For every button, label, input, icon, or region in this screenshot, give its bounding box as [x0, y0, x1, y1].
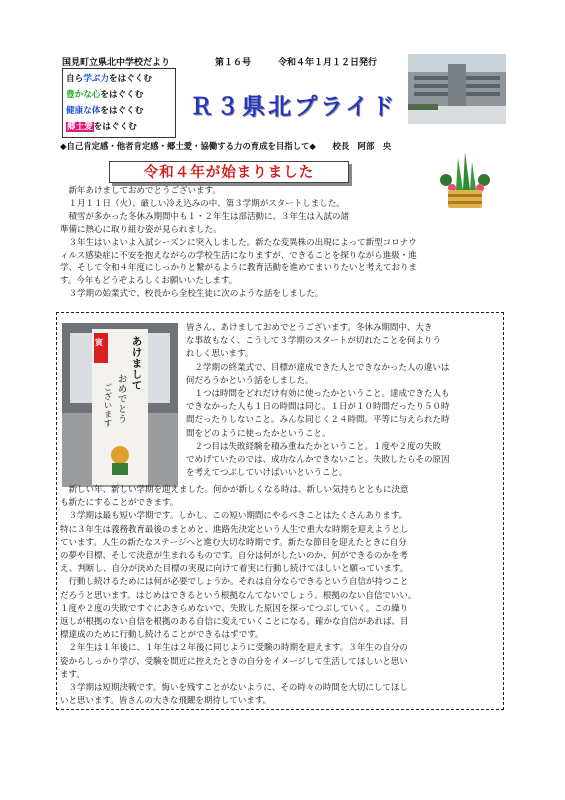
kadomatsu-illustration [434, 150, 496, 212]
motto-line-2: 豊かな心をはぐくむ [66, 90, 144, 100]
school-building-photo [408, 54, 506, 124]
motto-line-4: 郷土愛をはぐくむ [67, 122, 137, 132]
sign-text-3: ございます [104, 383, 112, 428]
sign-text-2: おめでとう [118, 375, 128, 425]
speech-text-right: 皆さん、あけましておめでとうございます。冬休み期間中、大き な事故もなく、こうして３学期のスタートが切れたことを何よりう れしく思います。 ２学期の終業式で、目標が達成できた人とできなかった人の違いは 何だろうかという話をしました。 １つは時間をどれだけ有効に使ったかということ。達成できた人も できなかった人も１日の時間は同じ。１日が１０時間だったり５０時 間だったりしないこと。みんな同じく２４時間。平等に与えられた時 間をどのように使ったかということ。 ２つ目は失敗経験を積み重ねたかということ。１度や２度の失敗 でめげていたのでは、成功なんかできないこと。失敗したらその原因 を考えてつぶしていけばいいということ。 [186, 323, 450, 479]
sign-label: 寅 [95, 338, 103, 347]
section-banner [109, 161, 349, 183]
speech-text-full: 新しい年、新しい学期を迎えました。何かが新しくなる時は、新しい気持ちとともに決意 も新たにすることができます。 ３学期は最も短い学期です。しかし、この短い期間にやるべきことはたくさんあります。 特に３年生は義務教育最後のまとめと、進路先決定という人生で重大な時期を迎えようとし ています。人生の新たなステージへと進む大切な時期です。新たな節目を迎えたときに自分 の夢や目標、そして決意が生まれるものです。自分は何がしたいのか、何ができるのかを考 え、判断し、自分が決めた目標の実現に向けて着実に行動し続けてほしいと願っています。 行動し続けるためには何が必要でしょうか。それは自分ならできるという自信が持つこと だろうと思います。はじめはできるという根拠なんてないでしょう。根拠のない自信でいい。 １度や２度の失敗ですぐにあきらめないで、失敗した原因を探ってつぶしていく。この繰り 返しが根拠のない自信を根拠のある自信に変えていくことになる。確かな自信があれば、目 標達成のために行動し続けることができるはずです。 ２年生は１年後に、１年生は２年後に同じように受験の時期を迎えます。３年生の自分の 姿からしっかり学び、受験を間近に控えたときの自分をイメージして生活してほしいと思い ます。 ３学期は短期決戦です。悔いを残すことがないように、その時々の時間を大切にしてほし いと思います。皆さんの大きな飛躍を期待しています。 [60, 485, 417, 707]
principal-subline: ◆自己肯定感・他者肯定感・郷土愛・協働する力の育成を目指して◆ 校長 阿部 央 [60, 141, 392, 151]
sign-text-1: あけまして [132, 337, 142, 392]
issue-number: 第１６号 [215, 58, 252, 68]
motto-line-3: 健康な体をはぐくむ [66, 106, 144, 116]
newsletter-title: Ｒ３県北プライド [190, 94, 398, 120]
banner-text: 令和４年が始まりました [143, 165, 315, 181]
intro-text: 新年あけましておめでとうございます。 １月１１日（火）、厳しい冷え込みの中、第３学期がスタートしました。 積雪が多かった冬休み期間中も１・２年生は部活動に、３年生は入試の諸 準備に熱心に取り組む姿が見られました。 ３年生はいよいよ入試シーズンに突入しました。新たな変異株の出現によって新型コロナウ ィルス感染症に不安を抱えながらの学校生活になりますが、できることを探りながら進級・進 学、そして令和４年度にしっかりと繋がるように教育活動を進めてまいりたいと考えておりま す。今年もどうぞよろしくお願いいたします。 ３学期の始業式で、校長から全校生徒に次のような話をしました。 [60, 186, 418, 300]
motto-line-1: 自ら学ぶ力をはぐくむ [66, 74, 152, 84]
new-year-sign-photo [62, 323, 178, 487]
school-name: 国見町立県北中学校だより [62, 58, 171, 68]
issue-date: 令和４年１月１２日発行 [278, 58, 378, 68]
motto-box [62, 68, 176, 138]
